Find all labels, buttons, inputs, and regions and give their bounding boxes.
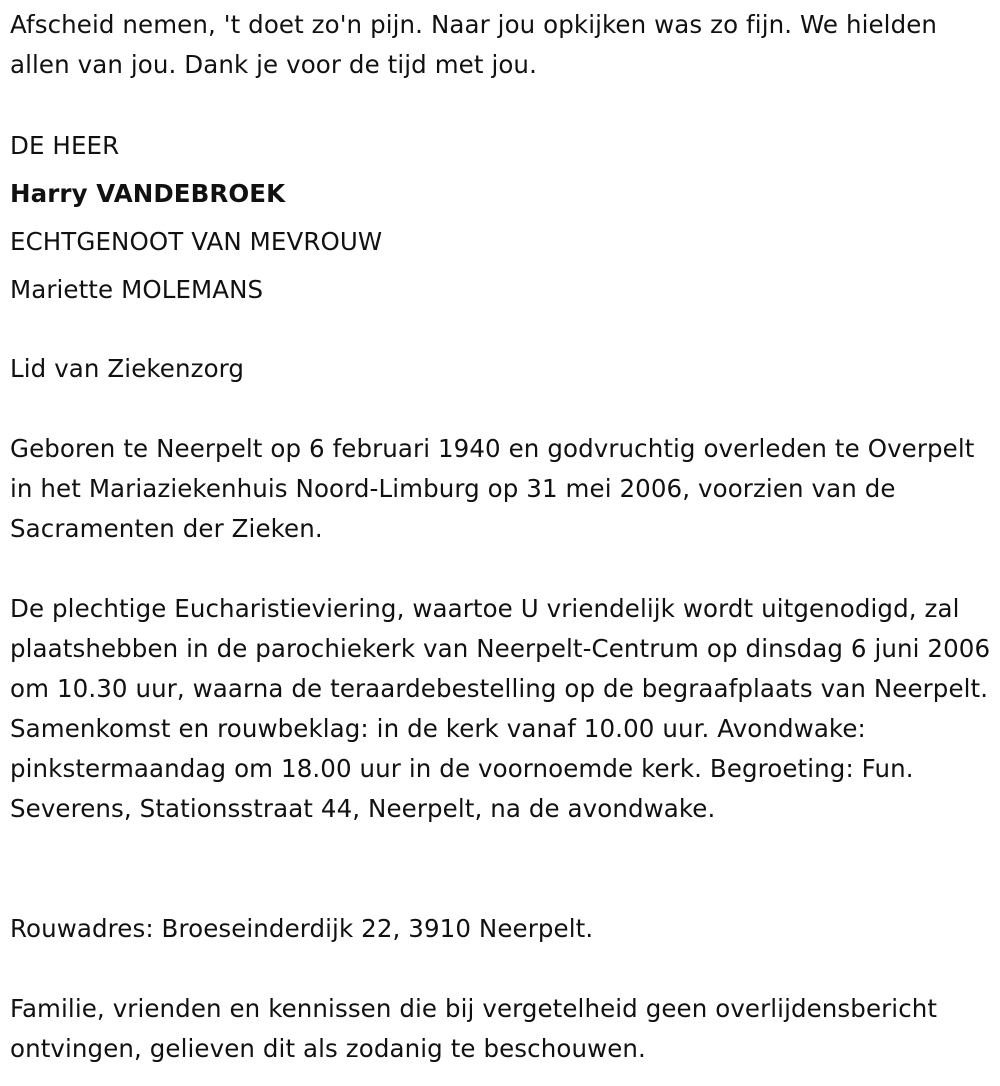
spouse-name: Mariette MOLEMANS bbox=[10, 275, 264, 304]
deceased-heading bbox=[10, 122, 382, 314]
deceased-name: Harry VANDEBROEK bbox=[10, 179, 286, 208]
spouse-label: ECHTGENOOT VAN MEVROUW bbox=[10, 227, 383, 256]
family-note: Familie, vrienden en kennissen die bij vergetelheid geen overlijdensbericht ontvingen, gelieven dit als zodanig te beschouwen. bbox=[10, 994, 938, 1063]
birth-death-paragraph: Geboren te Neerpelt op 6 februari 1940 en godvruchtig overleden te Overpelt in het Mariaziekenhuis Noord-Limburg op 31 mei 2006, voorzien van de Sacramenten der Zieken. bbox=[10, 434, 975, 543]
intro-verse: Afscheid nemen, 't doet zo'n pijn. Naar jou opkijken was zo fijn. We hielden allen van jou. Dank je voor de tijd met jou. bbox=[10, 10, 938, 79]
service-paragraph: De plechtige Eucharistieviering, waartoe U vriendelijk wordt uitgenodigd, zal plaatshebben in de parochiekerk van Neerpelt-Centrum op dinsdag 6 juni 2006 om 10.30 uur, waarna de teraardebestelling op de begraafplaats van Neerpelt. Samenkomst en rouwbeklag: in de kerk vanaf 10.00 uur. Avondwake: pinkstermaandag om 18.00 uur in de voornoemde kerk. Begroeting: Fun. Severens, Stationsstraat 44, Neerpelt, na de avondwake. bbox=[10, 594, 991, 823]
membership: Lid van Ziekenzorg bbox=[10, 354, 245, 383]
mourning-address: Rouwadres: Broeseinderdijk 22, 3910 Neerpelt. bbox=[10, 914, 594, 943]
salutation: DE HEER bbox=[10, 131, 120, 160]
